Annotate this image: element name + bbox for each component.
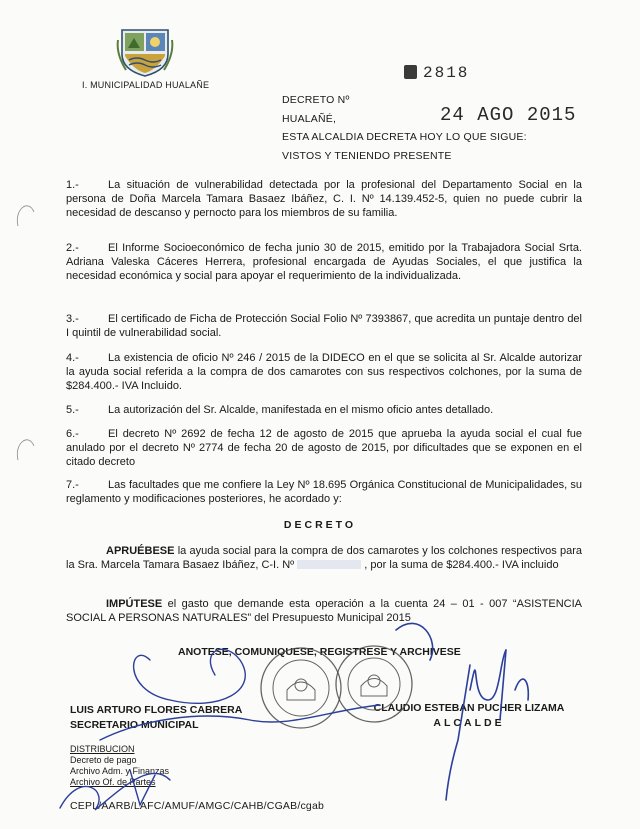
decreto-no-label: DECRETO Nº [282, 94, 350, 106]
item-number: 3.- [66, 313, 79, 325]
initials-line: CEPL/AARB/LAFC/AMUF/AMGC/CAHB/CGAB/cgab [70, 800, 325, 812]
decree-date-stamp: 24 AGO 2015 [440, 104, 577, 126]
distribution-item: Decreto de pago [70, 755, 137, 765]
secretario-role: SECRETARIO MUNICIPAL [70, 719, 199, 731]
item-number: 4.- [66, 352, 79, 364]
alcalde-name: CLAUDIO ESTEBAN PUCHER LIZAMA [373, 702, 565, 714]
item-number: 1.- [66, 179, 79, 191]
distribution-title: DISTRIBUCION [70, 744, 135, 754]
distribution-item: Archivo Of. de Partes [70, 777, 156, 787]
apruebese-label: APRUÉBESE [106, 545, 175, 557]
item-text: El decreto Nº 2692 de fecha 12 de agosto de 2015 que aprueba la ayuda social el cual fue anulado por el decreto Nº 2774 de fecha 20 de agosto de 2015, por dificultades que se exponen en el citado decreto [66, 428, 582, 469]
place-label: HUALAÑÉ, [282, 113, 337, 125]
decree-number: 2818 [423, 64, 470, 82]
vistos-line: VISTOS Y TENIENDO PRESENTE [282, 150, 452, 162]
item-number: 6.- [66, 428, 79, 440]
secretary-seal-stamp [261, 648, 341, 728]
item-number: 2.- [66, 242, 79, 254]
anotese-line: ANOTESE, COMUNIQUESE, REGISTRESE Y ARCHIVESE [178, 646, 461, 658]
margin-mark [17, 440, 34, 460]
apruebese-text-a: la ayuda social para la compra de dos camarotes y los colchones respectivos para la Sra. Marcela Tamara Basaez Ibáñez, C-I. Nº [66, 545, 582, 572]
item-text: La autorización del Sr. Alcalde, manifestada en el mismo oficio antes detallado. [108, 404, 494, 416]
margin-mark [17, 206, 34, 226]
secretary-handwritten-signature [60, 649, 380, 810]
item-text: Las facultades que me confiere la Ley Nº 18.695 Orgánica Constitucional de Municipalidades, su reglamento y modificaciones posteriores, he acordado y: [66, 479, 582, 506]
apruebese-text-b: , por la suma de $284.400.- IVA incluido [361, 559, 559, 572]
impotese-text: el gasto que demande esta operación a la cuenta 24 – 01 - 007 “ASISTENCIA SOCIAL A PERSONAS NATURALES” del Presupuesto Municipal 2015 [66, 598, 582, 625]
mayor-handwritten-signature [396, 623, 528, 800]
item-number: 7.- [66, 479, 79, 491]
impotese-label: IMPÚTESE [106, 598, 163, 610]
distribution-item: Archivo Adm. y Finanzas [70, 766, 170, 776]
item-text: La situación de vulnerabilidad detectada por la profesional del Departamento Social en la persona de Doña Marcela Tamara Basaez Ibáñez, C. I. Nº 14.139.452-5, quien no puede cubrir la necesidad de descanso y pernocto para los miembros de su familia. [66, 179, 582, 220]
decreto-title: DECRETO [283, 519, 357, 531]
item-text: La existencia de oficio Nº 246 / 2015 de la DIDECO en el que se solicita al Sr. Alcalde autorizar la ayuda social referida a la compra de dos camarotes con sus respectivos colchones, por la suma de $284.400.- IVA Incluido. [66, 352, 582, 393]
item-number: 5.- [66, 404, 79, 416]
alcaldia-line: ESTA ALCALDIA DECRETA HOY LO QUE SIGUE: [282, 131, 527, 143]
secretario-name: LUIS ARTURO FLORES CABRERA [70, 704, 243, 716]
municipality-name: I. MUNICIPALIDAD HUALAÑE [82, 80, 210, 90]
item-text: El Informe Socioeconómico de fecha junio 30 de 2015, emitido por la Trabajadora Social Srta. Adriana Valeska Cáceres Herrera, profesional encargada de Ayudas Sociales, el que justifica la necesidad económica y social para apoyar el requerimiento de la individualizada. [66, 242, 582, 283]
alcalde-role: ALCALDE [433, 717, 505, 729]
item-text: El certificado de Ficha de Protección Social Folio Nº 7393867, que acredita un puntaje dentro del I quintil de vulnerabilidad social. [66, 313, 582, 340]
